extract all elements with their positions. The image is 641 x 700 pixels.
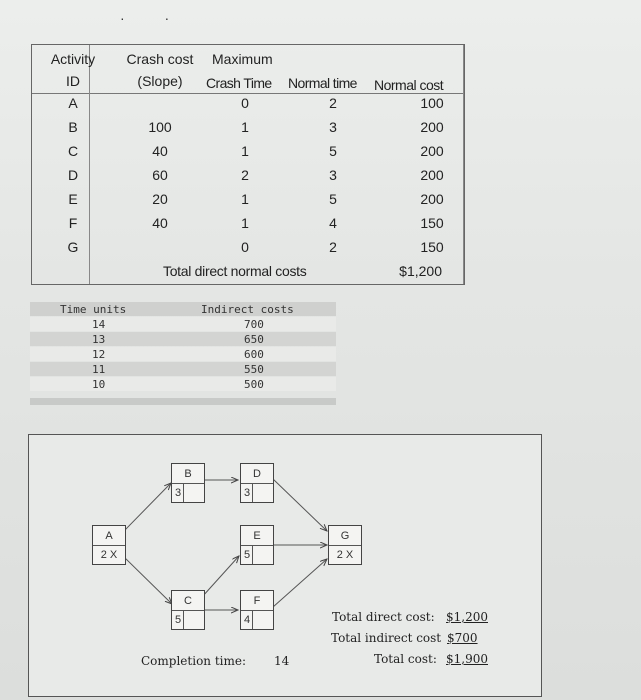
decorative-marks: · · xyxy=(120,10,188,26)
normal-time: 2 xyxy=(329,239,337,255)
indirect-cost-value: 700 xyxy=(244,318,264,331)
normal-cost: 200 xyxy=(420,143,444,159)
indirect-row xyxy=(30,362,336,376)
max-crash-time: 2 xyxy=(241,167,249,183)
activity-id: G xyxy=(67,239,79,255)
header-activity: Activity xyxy=(50,51,96,67)
node-f-label: F xyxy=(241,591,273,611)
node-d-label: D xyxy=(241,464,273,484)
max-crash-time: 1 xyxy=(241,119,249,135)
normal-time: 2 xyxy=(329,95,337,111)
node-g-label: G xyxy=(329,526,361,546)
column-divider xyxy=(89,45,90,284)
node-d xyxy=(240,463,274,503)
header-normal-cost: Normal cost xyxy=(374,77,444,93)
max-crash-time: 1 xyxy=(241,215,249,231)
node-d-value: 3 xyxy=(244,486,251,499)
max-crash-time: 1 xyxy=(241,191,249,207)
node-c xyxy=(171,590,205,630)
indirect-cost-value: 500 xyxy=(244,378,264,391)
indirect-table-bottom-bar xyxy=(30,398,336,405)
node-e xyxy=(240,525,274,565)
node-b-value: 3 xyxy=(175,486,182,499)
time-units-value: 13 xyxy=(92,333,106,346)
header-slope: (Slope) xyxy=(137,73,183,89)
total-indirect-cost-label: Total indirect cost xyxy=(331,631,442,645)
crash-slope: 40 xyxy=(152,143,168,159)
max-crash-time: 1 xyxy=(241,143,249,159)
indirect-cost-value: 550 xyxy=(244,363,264,376)
crash-slope: 20 xyxy=(152,191,168,207)
completion-time-value: 14 xyxy=(274,654,290,668)
activity-table xyxy=(31,44,465,285)
header-indirect-costs: Indirect costs xyxy=(201,303,294,316)
total-indirect-cost-value: $700 xyxy=(447,631,478,645)
normal-cost: 200 xyxy=(420,191,444,207)
indirect-row xyxy=(30,332,336,346)
header-crash-cost: Crash cost xyxy=(126,51,194,67)
max-crash-time: 0 xyxy=(241,95,249,111)
node-c-label: C xyxy=(172,591,204,611)
total-direct-cost-value: $1,200 xyxy=(446,610,488,624)
max-crash-time: 0 xyxy=(241,239,249,255)
header-maximum: Maximum xyxy=(212,51,273,67)
activity-id: D xyxy=(67,167,79,183)
normal-time: 3 xyxy=(329,167,337,183)
activity-id: A xyxy=(68,95,78,111)
crash-slope: 60 xyxy=(152,167,168,183)
indirect-cost-value: 650 xyxy=(244,333,264,346)
edge-a-c xyxy=(124,557,172,604)
activity-id: C xyxy=(67,143,79,159)
node-g-value: 2 X xyxy=(336,548,354,561)
activity-id: F xyxy=(68,215,78,231)
crash-slope: 40 xyxy=(152,215,168,231)
normal-time: 3 xyxy=(329,119,337,135)
normal-time: 5 xyxy=(329,143,337,159)
indirect-row xyxy=(30,377,336,391)
node-a-label: A xyxy=(93,526,125,546)
node-g xyxy=(328,525,362,565)
completion-time-label: Completion time: xyxy=(141,654,247,668)
edge-c-e xyxy=(202,556,239,597)
header-time-units: Time units xyxy=(60,303,127,316)
node-b-label: B xyxy=(172,464,204,484)
header-id: ID xyxy=(66,73,80,89)
indirect-row xyxy=(30,347,336,361)
indirect-cost-value: 600 xyxy=(244,348,264,361)
time-units-value: 10 xyxy=(92,378,106,391)
normal-cost: 150 xyxy=(420,239,444,255)
network-diagram xyxy=(28,434,542,697)
normal-cost: 150 xyxy=(420,215,444,231)
indirect-costs-table xyxy=(30,302,336,406)
edge-d-g xyxy=(273,479,327,531)
indirect-header-row xyxy=(30,302,336,316)
node-e-label: E xyxy=(241,526,273,546)
node-e-value: 5 xyxy=(244,548,251,561)
total-cost-value: $1,900 xyxy=(446,652,488,666)
normal-time: 5 xyxy=(329,191,337,207)
total-cost-label: Total cost: xyxy=(374,652,437,666)
total-direct-cost-label: Total direct cost: xyxy=(332,610,435,624)
header-crash-time: Crash Time xyxy=(206,75,272,91)
total-direct-normal-label: Total direct normal costs xyxy=(163,263,307,279)
node-f xyxy=(240,590,274,630)
edge-f-g xyxy=(273,559,327,607)
node-a xyxy=(92,525,126,565)
time-units-value: 11 xyxy=(92,363,106,376)
total-direct-normal-value: $1,200 xyxy=(399,263,442,279)
time-units-value: 14 xyxy=(92,318,106,331)
crash-slope: 100 xyxy=(148,119,172,135)
edge-a-b xyxy=(124,483,171,531)
column-divider xyxy=(463,45,464,284)
time-units-value: 12 xyxy=(92,348,106,361)
header-divider xyxy=(32,93,464,94)
normal-cost: 200 xyxy=(420,119,444,135)
indirect-row xyxy=(30,317,336,331)
normal-cost: 200 xyxy=(420,167,444,183)
activity-id: E xyxy=(68,191,78,207)
header-normal-time: Normal time xyxy=(288,75,357,91)
normal-time: 4 xyxy=(329,215,337,231)
normal-cost: 100 xyxy=(420,95,444,111)
node-a-value: 2 X xyxy=(100,548,118,561)
activity-id: B xyxy=(68,119,78,135)
node-c-value: 5 xyxy=(175,613,182,626)
node-f-value: 4 xyxy=(244,613,251,626)
node-b xyxy=(171,463,205,503)
